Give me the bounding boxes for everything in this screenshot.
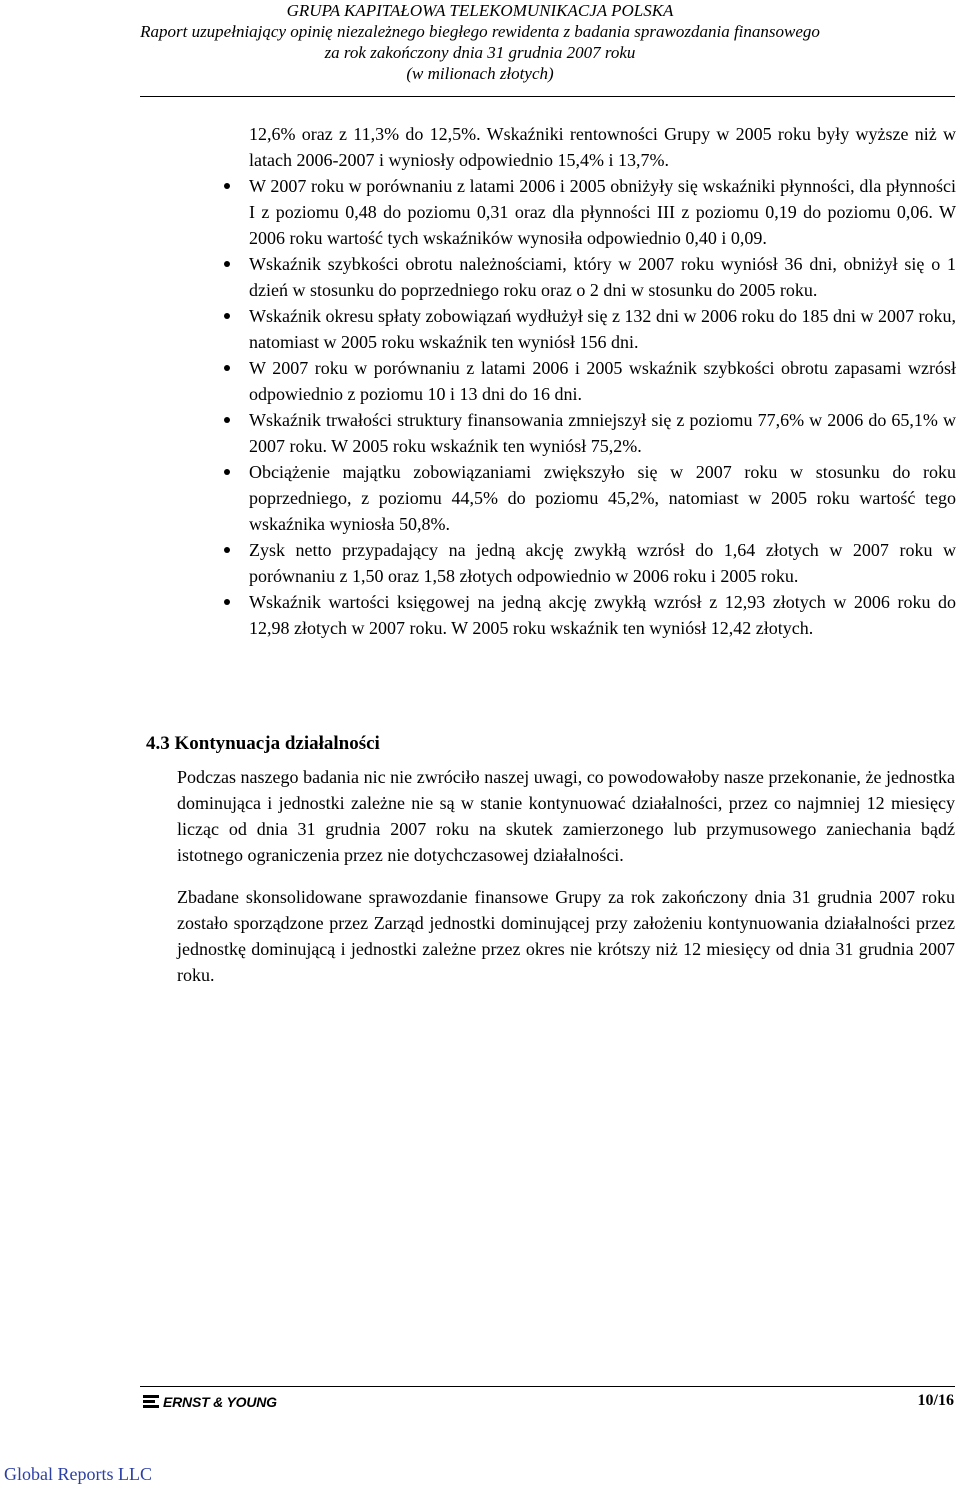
section-paragraph: Zbadane skonsolidowane sprawozdanie finansowe Grupy za rok zakończony dnia 31 grudnia 2007 roku zostało sporządzone przez Zarząd jednostki dominującej przy założeniu kontynuowania działalności przez jednostkę dominującą i jednostki zależne przez okres nie krótszy niż 12 miesięcy od dnia 31 grudnia 2007 roku. [177, 887, 955, 985]
bullet-icon [224, 547, 230, 553]
continuation-paragraph: 12,6% oraz z 11,3% do 12,5%. Wskaźniki rentowności Grupy w 2005 roku były wyższe niż w latach 2006-2007 i wyniosły odpowiednio 15,4% i 13,7%. [249, 124, 956, 170]
bullet-item [222, 407, 956, 459]
header-company: GRUPA KAPITAŁOWA TELEKOMUNIKACJA POLSKA [286, 1, 674, 20]
bullet-item [222, 589, 956, 641]
bullet-text: Wskaźnik okresu spłaty zobowiązań wydłużył się z 132 dni w 2006 roku do 185 dni w 2007 roku, natomiast w 2005 roku wskaźnik ten wyniósł 156 dni. [249, 306, 956, 352]
header-units: (w milionach złotych) [406, 64, 554, 83]
bullet-text: Wskaźnik trwałości struktury finansowania zmniejszył się z poziomu 77,6% w 2006 do 65,1% w 2007 roku. W 2005 roku wskaźnik ten wyniósł 75,2%. [249, 410, 956, 456]
bullet-text: Wskaźnik wartości księgowej na jedną akcję zwykłą wzrósł z 12,93 złotych w 2006 roku do 12,98 złotych w 2007 roku. W 2005 roku wskaźnik ten wyniósł 12,42 złotych. [249, 592, 956, 638]
bullet-item [222, 537, 956, 589]
ernst-young-logo-icon [143, 1395, 159, 1409]
bullet-text: W 2007 roku w porównaniu z latami 2006 i 2005 obniżyły się wskaźniki płynności, dla płynności I z poziomu 0,48 do poziomu 0,31 oraz dla płynności III z poziomu 0,19 do poziomu 0,06. W 2006 roku wartość tych wskaźników wynosiła odpowiednio 0,40 i 0,09. [249, 176, 956, 248]
bullet-icon [224, 313, 230, 319]
main-content [222, 121, 956, 641]
bullet-item [222, 303, 956, 355]
page-number: 10/16 [917, 1392, 954, 1409]
bullet-icon [224, 261, 230, 267]
bullet-item [222, 355, 956, 407]
header-divider [140, 96, 955, 97]
logo-text: ERNST & YOUNG [163, 1394, 277, 1410]
header-report-title: Raport uzupełniający opinię niezależnego biegłego rewidenta z badania sprawozdania finansowego [140, 22, 820, 41]
page-header [0, 0, 960, 84]
header-period: za rok zakończony dnia 31 grudnia 2007 roku [324, 43, 636, 62]
bullet-icon [224, 599, 230, 605]
watermark-text: Global Reports LLC [4, 1464, 152, 1484]
bullet-icon [224, 183, 230, 189]
bullet-text: Obciążenie majątku zobowiązaniami zwiększyło się w 2007 roku w stosunku do roku poprzedniego, z poziomu 44,5% do poziomu 45,2%, natomiast w 2005 roku wartość tego wskaźnika wyniosła 50,8%. [249, 462, 956, 534]
section-body [177, 764, 955, 1004]
bullet-text: Wskaźnik szybkości obrotu należnościami, który w 2007 roku wyniósł 36 dni, obniżył się o 1 dzień w stosunku do poprzedniego roku oraz o 2 dni w stosunku do 2005 roku. [249, 254, 956, 300]
bullet-icon [224, 417, 230, 423]
ratio-bullet-list [222, 173, 956, 641]
footer-divider [140, 1386, 955, 1387]
ernst-young-logo [143, 1392, 277, 1412]
bullet-item [222, 459, 956, 537]
bullet-item [222, 251, 956, 303]
bullet-item [222, 173, 956, 251]
bullet-text: W 2007 roku w porównaniu z latami 2006 i 2005 wskaźnik szybkości obrotu zapasami wzrósł odpowiednio z poziomu 10 i 13 dni do 16 dni. [249, 358, 956, 404]
bullet-text: Zysk netto przypadający na jedną akcję zwykłą wzrósł do 1,64 złotych w 2007 roku w porównaniu z 1,50 oraz 1,58 złotych odpowiednio w 2006 roku i 2005 roku. [249, 540, 956, 586]
section-heading: 4.3 Kontynuacja działalności [146, 733, 380, 754]
section-paragraph: Podczas naszego badania nic nie zwróciło naszej uwagi, co powodowałoby nasze przekonanie, że jednostka dominująca i jednostki zależne nie są w stanie kontynuować działalności, przez co najmniej 12 miesięcy licząc od dnia 31 grudnia 2007 roku na skutek zamierzonego lub przymusowego zaniechania bądź istotnego ograniczenia przez nie dotychczasowej działalności. [177, 767, 955, 865]
bullet-icon [224, 365, 230, 371]
bullet-icon [224, 469, 230, 475]
